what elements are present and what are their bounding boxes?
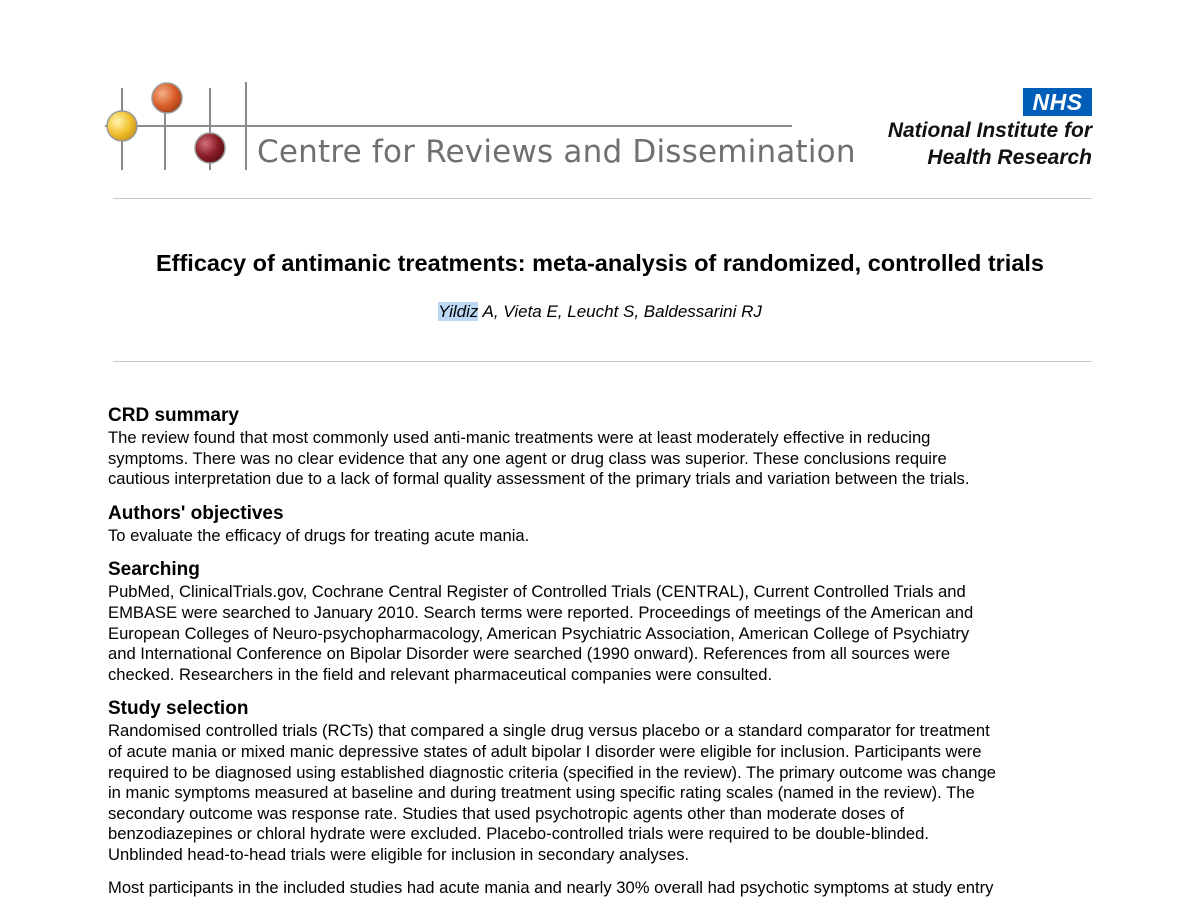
section-heading: Study selection — [108, 698, 249, 720]
section-crd-summary — [108, 404, 1098, 490]
yellow-dot-icon — [107, 111, 137, 141]
text-line: PubMed, ClinicalTrials.gov, Cochrane Central Register of Controlled Trials (CENTRAL), Current Controlled Trials and — [108, 582, 966, 602]
text-line: of acute mania or mixed manic depressive states of adult bipolar I disorder were eligible for inclusion. Participants were — [108, 741, 982, 761]
section-text — [108, 526, 1098, 547]
section-heading: Searching — [108, 559, 200, 581]
text-line: symptoms. There was no clear evidence that any one agent or drug class was superior. These conclusions require — [108, 448, 947, 468]
text-line: Most participants in the included studies had acute mania and nearly 30% overall had psychotic symptoms at study entry — [108, 877, 994, 897]
section-participants-partial — [108, 878, 1098, 899]
section-text — [108, 428, 1098, 490]
selected-author-text[interactable]: Yildiz — [438, 302, 479, 321]
text-line: Unblinded head-to-head trials were eligible for inclusion in secondary analyses. — [108, 844, 690, 864]
section-study-selection — [108, 697, 1098, 865]
section-heading: CRD summary — [108, 405, 239, 426]
text-line: Randomised controlled trials (RCTs) that compared a single drug versus placebo or a standard comparator for treatment — [108, 721, 990, 741]
document-body — [108, 404, 1098, 910]
text-line: and International Conference on Bipolar Disorder were searched (1990 onward). References from all sources were — [108, 644, 951, 664]
text-line: The review found that most commonly used anti-manic treatments were at least moderately effective in reducing — [108, 428, 931, 447]
text-line: checked. Researchers in the field and relevant pharmaceutical companies were consulted. — [108, 664, 773, 684]
author-list-rest: A, Vieta E, Leucht S, Baldessarini RJ — [478, 302, 762, 321]
nhs-logo: NHS — [1023, 88, 1092, 116]
text-line: To evaluate the efficacy of drugs for treating acute mania. — [108, 525, 530, 545]
author-list — [0, 302, 1200, 322]
text-line: cautious interpretation due to a lack of formal quality assessment of the primary trials and variation between the trials. — [108, 469, 970, 489]
document-header — [0, 0, 1200, 200]
orange-dot-icon — [152, 83, 182, 113]
text-line: required to be diagnosed using established diagnostic criteria (specified in the review). The primary outcome was change — [108, 762, 996, 782]
section-text — [108, 721, 1098, 865]
title-divider — [113, 361, 1092, 362]
text-line: European Colleges of Neuro-psychopharmacology, American Psychiatric Association, American College of Psychiatry — [108, 623, 970, 643]
maroon-dot-icon — [195, 133, 225, 163]
section-text — [108, 582, 1098, 685]
text-line: secondary outcome was response rate. Studies that used psychotropic agents other than moderate doses of — [108, 803, 905, 823]
section-text — [108, 878, 1098, 899]
section-heading: Authors' objectives — [108, 502, 284, 524]
nihr-name-line-2: Health Research — [927, 146, 1092, 169]
section-searching — [108, 558, 1098, 685]
text-line: EMBASE were searched to January 2010. Search terms were reported. Proceedings of meetings of the American and — [108, 602, 974, 622]
nihr-name-line-1: National Institute for — [887, 119, 1092, 142]
text-line: benzodiazepines or chloral hydrate were excluded. Placebo-controlled trials were required to be double-blinded. — [108, 824, 929, 844]
section-authors-objectives — [108, 502, 1098, 547]
text-line: in manic symptoms measured at baseline and during treatment using specific rating scales (named in the review). The — [108, 783, 975, 803]
document-title: Efficacy of antimanic treatments: meta-analysis of randomized, controlled trials — [155, 250, 1044, 276]
crd-logo-text: Centre for Reviews and Dissemination — [257, 134, 856, 170]
header-divider — [113, 198, 1092, 199]
